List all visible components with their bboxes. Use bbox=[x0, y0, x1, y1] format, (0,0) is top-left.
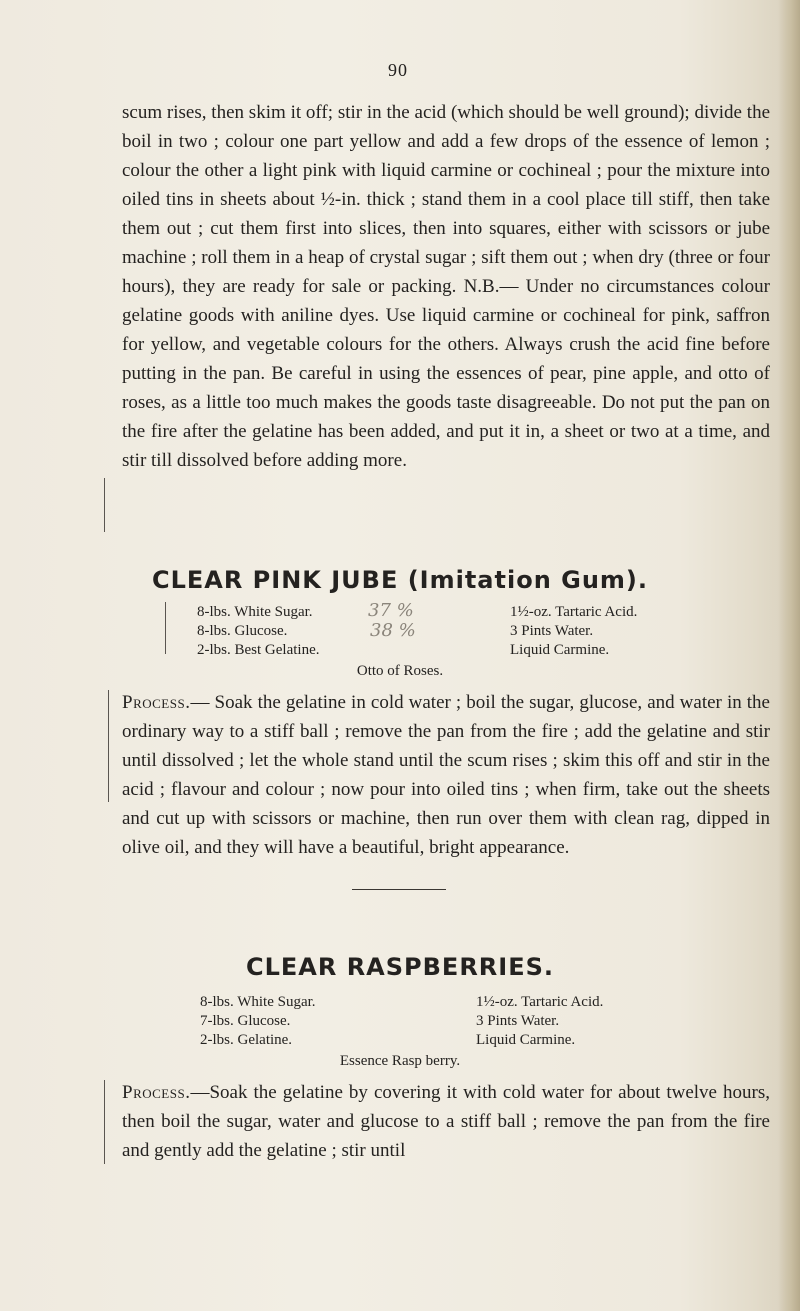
process-text: — Soak the gelatine in cold water ; boil the sugar, glucose, and water in the ordinary way to a stiff ball ; remove the pan from the fire ; add the gelatine and stir until dissolved ; let the whole stand until the scum rises ; skim this off and stir in the acid ; flavour and colour ; now pour into oiled tins ; when firm, take out the sheets and cut up with scissors or machine, then run over them with clean rag, dipped in olive oil, and they will have a beautiful, bright appearance. bbox=[122, 692, 770, 858]
ingredient: 1½-oz. Tartaric Acid. bbox=[476, 994, 604, 1010]
ingredient-list-left bbox=[197, 603, 319, 660]
ingredient: 8-lbs. White Sugar. bbox=[197, 604, 313, 620]
intro-paragraph: scum rises, then skim it off; stir in the acid (which should be well ground); divide the boil in two ; colour one part yellow and add a few drops of the essence of lemon ; colour the other a light pink with liquid carmine or cochineal ; pour the mixture into oiled tins in sheets about ½-in. thick ; stand them in a cool place till stiff, then take them out ; cut them first into slices, then into squares, either with scissors or jube machine ; roll them in a heap of crystal sugar ; sift them out ; when dry (three or four hours), they are ready for sale or packing. N.B.— Under no circumstances colour gelatine goods with aniline dyes. Use liquid carmine or cochineal for pink, saffron for yellow, and vegetable colours for the others. Always crush the acid fine before putting in the pan. Be careful in using the essences of pear, pine apple, and otto of roses, as a little too much makes the goods taste disagreeable. Do not put the pan on the fire after the gelatine has been added, and put it in, a sheet or two at a time, and stir till dissolved before adding more. bbox=[122, 102, 770, 471]
recipe-title-clear-pink-jube: CLEAR PINK JUBE (Imitation Gum). bbox=[151, 566, 649, 594]
ingredient: 7-lbs. Glucose. bbox=[200, 1013, 291, 1029]
process-text: —Soak the gelatine by covering it with cold water for about twelve hours, then boil the sugar, water and glucose to a stiff ball ; remove the pan from the fire and gently add the gelatine ; stir until bbox=[122, 1082, 770, 1161]
ingredient: 8-lbs. White Sugar. bbox=[200, 994, 316, 1010]
section-divider bbox=[352, 889, 446, 890]
margin-mark bbox=[104, 1080, 105, 1164]
process-paragraph-pink-jube bbox=[122, 688, 770, 862]
margin-mark bbox=[108, 690, 109, 802]
pencil-note: 38 % bbox=[370, 620, 416, 641]
process-label: Process. bbox=[122, 692, 191, 713]
process-paragraph-raspberries bbox=[122, 1078, 770, 1165]
margin-mark bbox=[165, 602, 166, 654]
ingredient: 3 Pints Water. bbox=[476, 1013, 560, 1029]
ingredient: 2-lbs. Best Gelatine. bbox=[197, 642, 320, 658]
ingredient: 8-lbs. Glucose. bbox=[197, 623, 288, 639]
recipe-title-clear-raspberries: CLEAR RASPBERRIES. bbox=[245, 953, 554, 981]
pencil-note: 37 % bbox=[368, 600, 414, 621]
page-number: 90 bbox=[388, 60, 408, 80]
ingredient: 1½-oz. Tartaric Acid. bbox=[510, 604, 638, 620]
process-label: Process. bbox=[122, 1082, 191, 1103]
ingredient-list-right bbox=[510, 603, 637, 660]
ingredient-extra: Otto of Roses. bbox=[356, 663, 444, 679]
ingredient-extra: Essence Rasp berry. bbox=[339, 1053, 461, 1069]
ingredient: 2-lbs. Gelatine. bbox=[200, 1032, 293, 1048]
page-edge-shadow bbox=[778, 0, 800, 1311]
ingredient: Liquid Carmine. bbox=[510, 642, 610, 658]
margin-mark bbox=[104, 478, 105, 532]
ingredient-list-right bbox=[476, 993, 603, 1050]
ingredient: 3 Pints Water. bbox=[510, 623, 594, 639]
ingredient: Liquid Carmine. bbox=[476, 1032, 576, 1048]
ingredient-list-left bbox=[200, 993, 316, 1050]
